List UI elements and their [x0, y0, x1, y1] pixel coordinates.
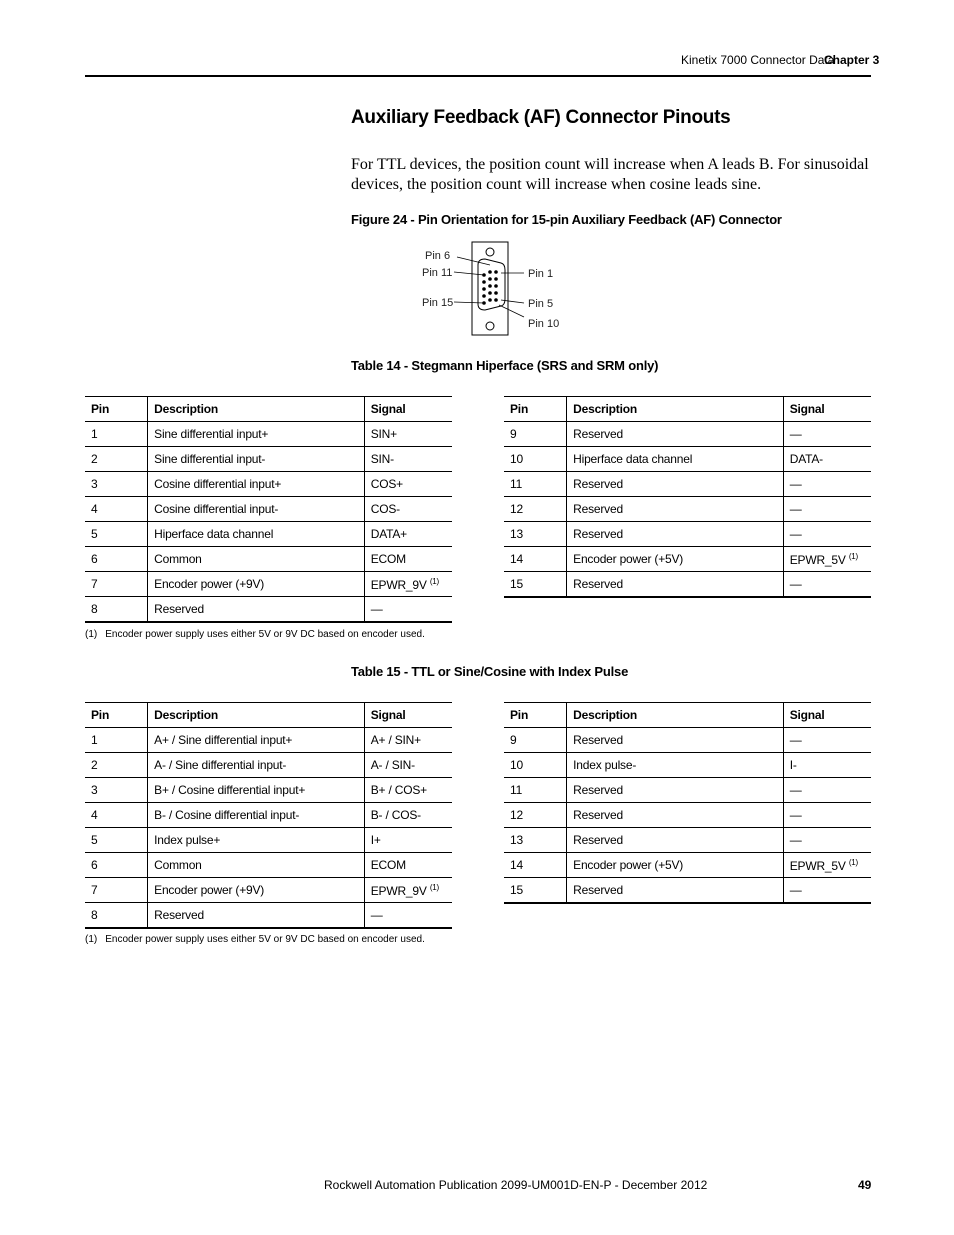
column-header: Description — [567, 397, 784, 422]
column-header: Pin — [85, 703, 148, 728]
table-row — [85, 572, 452, 597]
table-row — [504, 753, 871, 778]
description-cell: Sine differential input- — [148, 447, 365, 472]
column-header: Description — [148, 397, 365, 422]
pin-array — [482, 270, 498, 305]
description-cell: Sine differential input+ — [148, 422, 365, 447]
connector-diagram — [415, 237, 565, 339]
table-row — [504, 778, 871, 803]
connector-d-shape — [478, 259, 505, 310]
signal-cell: — — [783, 422, 871, 447]
description-cell: Hiperface data channel — [567, 447, 784, 472]
label-pin5: Pin 5 — [528, 298, 554, 310]
table15-caption: Table 15 - TTL or Sine/Cosine with Index Pulse — [351, 664, 629, 679]
description-cell: Reserved — [567, 497, 784, 522]
table-row — [504, 472, 871, 497]
running-header-title: Kinetix 7000 Connector Data — [681, 53, 835, 67]
pin-cell: 13 — [504, 522, 567, 547]
description-cell: Encoder power (+9V) — [148, 572, 365, 597]
column-header: Signal — [783, 397, 871, 422]
running-header-chapter: Chapter 3 — [824, 53, 880, 67]
table-header-row — [85, 703, 452, 728]
column-header: Description — [148, 703, 365, 728]
table-row — [85, 853, 452, 878]
pin-cell: 2 — [85, 753, 148, 778]
description-cell: Reserved — [567, 778, 784, 803]
figure-caption: Figure 24 - Pin Orientation for 15-pin Auxiliary Feedback (AF) Connector — [351, 212, 782, 227]
table15-footnote: (1) Encoder power supply uses either 5V or 9V DC based on encoder used. — [85, 934, 425, 945]
description-cell: A- / Sine differential input- — [148, 753, 365, 778]
column-header: Description — [567, 703, 784, 728]
signal-cell: — — [783, 497, 871, 522]
table-header-row — [504, 703, 871, 728]
pin-cell: 4 — [85, 497, 148, 522]
table14-caption: Table 14 - Stegmann Hiperface (SRS and SRM only) — [351, 358, 659, 373]
table-header-row — [85, 397, 452, 422]
pin-cell: 14 — [504, 853, 567, 878]
column-header: Signal — [783, 703, 871, 728]
description-cell: Encoder power (+5V) — [567, 853, 784, 878]
signal-cell: SIN- — [364, 447, 452, 472]
pin-cell: 15 — [504, 878, 567, 904]
description-cell: Index pulse- — [567, 753, 784, 778]
signal-cell: B+ / COS+ — [364, 778, 452, 803]
table-row — [85, 422, 452, 447]
signal-cell: DATA+ — [364, 522, 452, 547]
signal-cell: — — [783, 522, 871, 547]
pin-cell: 10 — [504, 753, 567, 778]
table-row — [85, 878, 452, 903]
table-row — [85, 522, 452, 547]
signal-cell: ECOM — [364, 547, 452, 572]
pin-cell: 6 — [85, 547, 148, 572]
column-header: Signal — [364, 397, 452, 422]
pin-cell: 15 — [504, 572, 567, 598]
table-row — [85, 803, 452, 828]
description-cell: Cosine differential input- — [148, 497, 365, 522]
column-header: Pin — [504, 703, 567, 728]
pin-cell: 4 — [85, 803, 148, 828]
table-row — [85, 778, 452, 803]
table-row — [504, 522, 871, 547]
pin-cell: 7 — [85, 878, 148, 903]
description-cell: Hiperface data channel — [148, 522, 365, 547]
column-header: Signal — [364, 703, 452, 728]
description-cell: Reserved — [567, 422, 784, 447]
pin-cell: 2 — [85, 447, 148, 472]
table14-right — [504, 396, 871, 598]
pin-cell: 9 — [504, 728, 567, 753]
description-cell: B- / Cosine differential input- — [148, 803, 365, 828]
table-row — [504, 878, 871, 904]
description-cell: Encoder power (+9V) — [148, 878, 365, 903]
label-pin10: Pin 10 — [528, 318, 560, 330]
signal-cell: — — [783, 878, 871, 904]
pin-cell: 14 — [504, 547, 567, 572]
label-pin11: Pin 11 — [422, 267, 453, 279]
table-row — [504, 497, 871, 522]
table-row — [85, 472, 452, 497]
section-title: Auxiliary Feedback (AF) Connector Pinouts — [351, 107, 731, 128]
signal-cell: — — [364, 903, 452, 929]
description-cell: Cosine differential input+ — [148, 472, 365, 497]
pin-cell: 9 — [504, 422, 567, 447]
column-header: Pin — [504, 397, 567, 422]
pin-cell: 13 — [504, 828, 567, 853]
table-row — [504, 447, 871, 472]
description-cell: Reserved — [567, 728, 784, 753]
footnote-ref: (1) — [429, 882, 440, 892]
signal-cell: — — [783, 728, 871, 753]
pin-cell: 8 — [85, 903, 148, 929]
signal-cell: EPWR_5V $^{(1)}$ — [783, 853, 871, 878]
pin-cell: 5 — [85, 828, 148, 853]
table-row — [504, 828, 871, 853]
table14-left — [85, 396, 452, 623]
table15-right — [504, 702, 871, 904]
table-row — [504, 728, 871, 753]
table-row — [85, 828, 452, 853]
pin-cell: 6 — [85, 853, 148, 878]
footer-publication: Rockwell Automation Publication 2099-UM001D-EN-P - December 2012 — [324, 1178, 708, 1192]
pin-cell: 1 — [85, 728, 148, 753]
pin-cell: 5 — [85, 522, 148, 547]
description-cell: Reserved — [148, 903, 365, 929]
table-row — [85, 903, 452, 929]
signal-cell: EPWR_5V $^{(1)}$ — [783, 547, 871, 572]
signal-cell: B- / COS- — [364, 803, 452, 828]
table-row — [85, 497, 452, 522]
pin-cell: 11 — [504, 778, 567, 803]
table15-left — [85, 702, 452, 929]
signal-cell: — — [783, 778, 871, 803]
signal-cell: A- / SIN- — [364, 753, 452, 778]
signal-cell: A+ / SIN+ — [364, 728, 452, 753]
mount-hole-bottom — [486, 322, 494, 330]
signal-cell: — — [783, 828, 871, 853]
description-cell: Index pulse+ — [148, 828, 365, 853]
table-row — [85, 728, 452, 753]
table-row — [504, 803, 871, 828]
label-pin15: Pin 15 — [422, 297, 454, 309]
description-cell: Reserved — [567, 572, 784, 598]
description-cell: Common — [148, 547, 365, 572]
signal-cell: EPWR_9V $^{(1)}$ — [364, 572, 452, 597]
table-row — [85, 447, 452, 472]
description-cell: Reserved — [567, 878, 784, 904]
signal-cell: — — [364, 597, 452, 623]
table14-footnote: (1) Encoder power supply uses either 5V or 9V DC based on encoder used. — [85, 629, 425, 640]
description-cell: Reserved — [567, 803, 784, 828]
footer-page-number: 49 — [858, 1178, 872, 1192]
pin-cell: 7 — [85, 572, 148, 597]
mount-hole-top — [486, 248, 494, 256]
signal-cell: SIN+ — [364, 422, 452, 447]
signal-cell: ECOM — [364, 853, 452, 878]
footnote-ref: (1) — [848, 551, 859, 561]
table-row — [504, 547, 871, 572]
pin-cell: 11 — [504, 472, 567, 497]
pin-cell: 12 — [504, 497, 567, 522]
pin-cell: 3 — [85, 472, 148, 497]
table-row — [504, 572, 871, 598]
label-pin6: Pin 6 — [425, 250, 451, 262]
signal-cell: I- — [783, 753, 871, 778]
table-row — [504, 853, 871, 878]
table-row — [85, 597, 452, 623]
signal-cell: COS+ — [364, 472, 452, 497]
description-cell: Encoder power (+5V) — [567, 547, 784, 572]
description-cell: Common — [148, 853, 365, 878]
pin-cell: 10 — [504, 447, 567, 472]
column-header: Pin — [85, 397, 148, 422]
label-pin1: Pin 1 — [528, 268, 554, 280]
signal-cell: — — [783, 472, 871, 497]
body-paragraph: For TTL devices, the position count will increase when A leads B. For sinusoidal devices, the position count will increase when cosine leads sine. — [351, 156, 869, 193]
signal-cell: — — [783, 572, 871, 598]
signal-cell: I+ — [364, 828, 452, 853]
footnote-ref: (1) — [429, 576, 440, 586]
table-header-row — [504, 397, 871, 422]
description-cell: Reserved — [567, 828, 784, 853]
header-rule — [85, 75, 871, 77]
table-row — [85, 547, 452, 572]
description-cell: Reserved — [567, 522, 784, 547]
description-cell: Reserved — [567, 472, 784, 497]
pin-cell: 3 — [85, 778, 148, 803]
pin-cell: 1 — [85, 422, 148, 447]
signal-cell: COS- — [364, 497, 452, 522]
table-row — [504, 422, 871, 447]
table-row — [85, 753, 452, 778]
footnote-ref: (1) — [848, 857, 859, 867]
pin-cell: 8 — [85, 597, 148, 623]
description-cell: B+ / Cosine differential input+ — [148, 778, 365, 803]
pin-cell: 12 — [504, 803, 567, 828]
signal-cell: EPWR_9V $^{(1)}$ — [364, 878, 452, 903]
signal-cell: DATA- — [783, 447, 871, 472]
description-cell: Reserved — [148, 597, 365, 623]
description-cell: A+ / Sine differential input+ — [148, 728, 365, 753]
signal-cell: — — [783, 803, 871, 828]
